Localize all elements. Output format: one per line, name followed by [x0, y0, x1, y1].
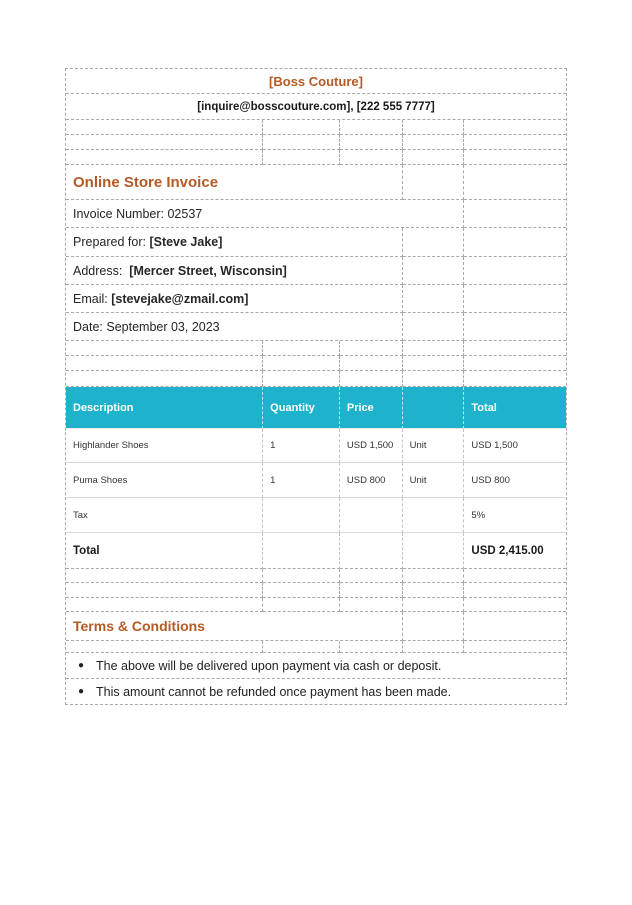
spacer-row — [66, 120, 566, 135]
email-label: Email: — [73, 291, 112, 306]
item-price: USD 800 — [340, 463, 403, 498]
item-total: USD 1,500 — [464, 429, 566, 463]
item-unit: Unit — [403, 463, 465, 498]
spacer-row — [66, 135, 566, 150]
header-empty — [403, 387, 465, 429]
spacer-row — [66, 150, 566, 165]
terms-bullet-row — [66, 653, 566, 679]
prepared-for-label: Prepared for: — [73, 235, 150, 249]
spacer-row — [66, 598, 566, 612]
item-price: USD 1,500 — [340, 429, 403, 463]
header-quantity: Quantity — [263, 387, 340, 429]
address — [66, 257, 403, 285]
invoice-number-label: Invoice Number: — [73, 206, 168, 221]
item-row — [66, 429, 566, 463]
address-value: [Mercer Street, Wisconsin] — [129, 263, 287, 278]
email — [66, 285, 403, 313]
spacer-row — [66, 341, 566, 356]
tax-label: Tax — [66, 498, 263, 533]
spacer-row — [66, 583, 566, 598]
item-description: Puma Shoes — [66, 463, 263, 498]
total-value: USD 2,415.00 — [464, 533, 566, 569]
date-value: September 03, 2023 — [106, 319, 220, 334]
item-description: Highlander Shoes — [66, 429, 263, 463]
email-row — [66, 285, 566, 313]
invoice-number-value: 02537 — [167, 206, 203, 221]
items-header-row — [66, 387, 566, 429]
invoice-number — [66, 200, 464, 228]
date-row — [66, 313, 566, 341]
terms-title-row — [66, 612, 566, 641]
spacer-row — [66, 371, 566, 387]
company-name-row — [66, 69, 566, 94]
spacer-row — [66, 356, 566, 371]
address-label: Address: — [73, 263, 130, 278]
email-value: [stevejake@zmail.com] — [111, 291, 249, 306]
prepared-for-value: [Steve Jake] — [149, 235, 223, 249]
spacer-row — [66, 569, 566, 583]
invoice-document — [65, 68, 567, 705]
terms-bullet-row — [66, 679, 566, 704]
terms-bullet-text: The above will be delivered upon payment via cash or deposit. — [96, 658, 442, 673]
header-total: Total — [464, 387, 566, 429]
item-quantity: 1 — [263, 463, 340, 498]
company-name: [Boss Couture] — [66, 69, 566, 94]
bullet-icon: ● — [77, 660, 85, 671]
date-label: Date: — [73, 319, 107, 334]
item-total: USD 800 — [464, 463, 566, 498]
tax-row — [66, 498, 566, 533]
header-description: Description — [66, 387, 263, 429]
item-row — [66, 463, 566, 498]
spacer-row — [66, 641, 566, 653]
tax-value: 5% — [464, 498, 566, 533]
item-quantity: 1 — [263, 429, 340, 463]
prepared-for — [66, 228, 403, 257]
invoice-title: Online Store Invoice — [66, 165, 403, 200]
bullet-icon: ● — [77, 686, 85, 697]
prepared-for-row — [66, 228, 566, 257]
address-row — [66, 257, 566, 285]
total-label: Total — [66, 533, 263, 569]
contact-row — [66, 94, 566, 120]
invoice-date — [66, 313, 403, 341]
total-row — [66, 533, 566, 569]
invoice-title-row — [66, 165, 566, 200]
company-contact: [inquire@bosscouture.com], [222 555 7777] — [66, 94, 566, 120]
terms-title: Terms & Conditions — [66, 612, 403, 641]
header-price: Price — [340, 387, 403, 429]
invoice-number-row — [66, 200, 566, 228]
item-unit: Unit — [403, 429, 465, 463]
terms-bullet-text: This amount cannot be refunded once payment has been made. — [96, 684, 452, 699]
